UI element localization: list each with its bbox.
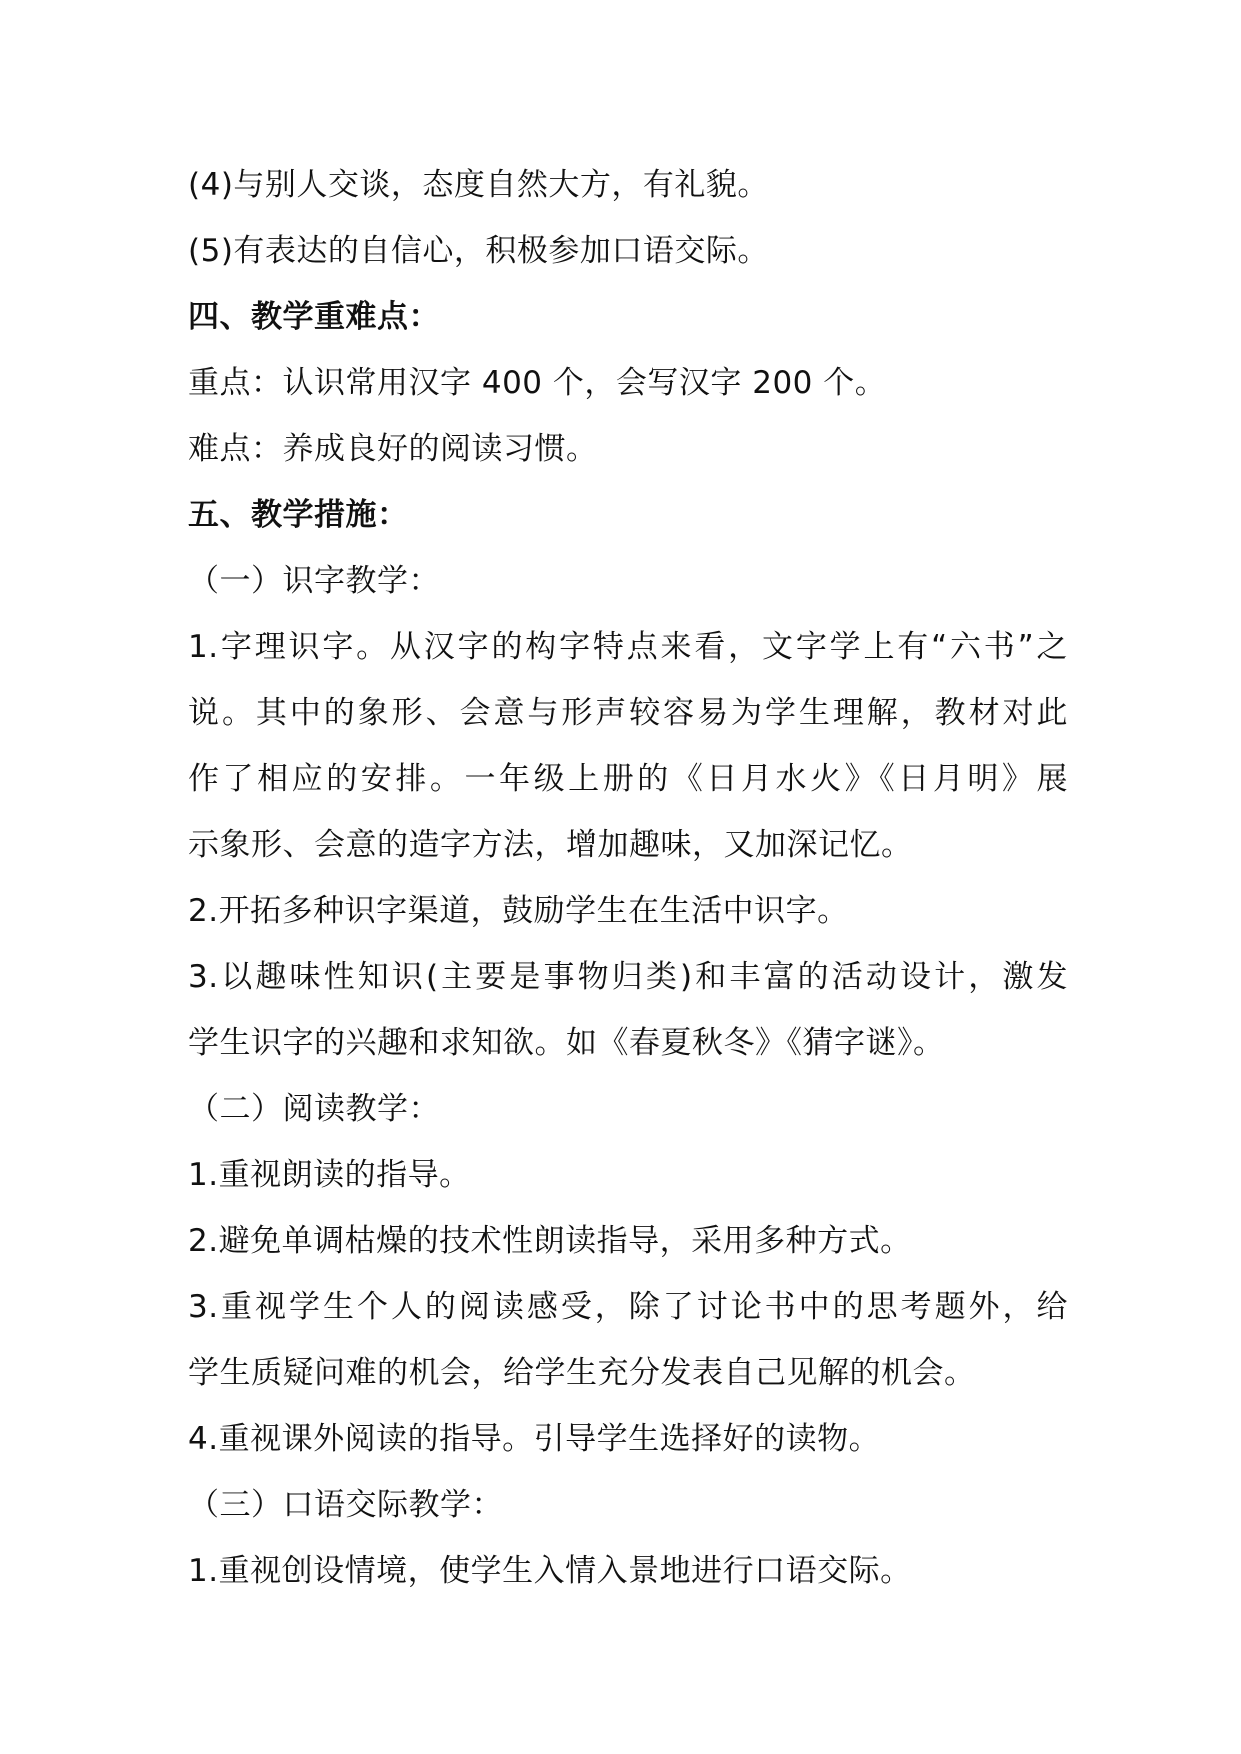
- paragraph-line: 1.重视创设情境，使学生入情入景地进行口语交际。: [188, 1553, 912, 1589]
- paragraph-line: 1.字理识字。从汉字的构字特点来看，文字学上有“六书”之: [188, 629, 1068, 665]
- section-heading-key-points: 四、教学重难点：: [188, 299, 440, 335]
- paragraph-line: 学生质疑问难的机会，给学生充分发表自己见解的机会。: [188, 1355, 976, 1391]
- subsection-heading-literacy: （一）识字教学：: [188, 563, 440, 599]
- paragraph-line: 2.避免单调枯燥的技术性朗读指导，采用多种方式。: [188, 1223, 912, 1259]
- paragraph-line: 2.开拓多种识字渠道，鼓励学生在生活中识字。: [188, 893, 849, 929]
- subsection-heading-oral: （三）口语交际教学：: [188, 1487, 503, 1523]
- subsection-heading-reading: （二）阅读教学：: [188, 1091, 440, 1127]
- section-heading-measures: 五、教学措施：: [188, 497, 409, 533]
- paragraph-line: 作了相应的安排。一年级上册的《日月水火》《日月明》展: [188, 761, 1068, 797]
- paragraph-line: 3.以趣味性知识(主要是事物归类)和丰富的活动设计，激发: [188, 959, 1068, 995]
- difficult-point-text: 难点：养成良好的阅读习惯。: [188, 431, 598, 467]
- paragraph-line: 示象形、会意的造字方法，增加趣味，又加深记忆。: [188, 827, 913, 863]
- paragraph-line: 说。其中的象形、会意与形声较容易为学生理解，教材对此: [188, 695, 1068, 731]
- paragraph-line: 4.重视课外阅读的指导。引导学生选择好的读物。: [188, 1421, 881, 1457]
- key-point-text: 重点：认识常用汉字 400 个，会写汉字 200 个。: [188, 365, 887, 401]
- goal-item-4: (4)与别人交谈，态度自然大方，有礼貌。: [188, 167, 769, 203]
- paragraph-line: 1.重视朗读的指导。: [188, 1157, 471, 1193]
- paragraph-line: 学生识字的兴趣和求知欲。如《春夏秋冬》《猜字谜》。: [188, 1025, 945, 1061]
- goal-item-5: (5)有表达的自信心，积极参加口语交际。: [188, 233, 769, 269]
- paragraph-line: 3.重视学生个人的阅读感受，除了讨论书中的思考题外，给: [188, 1289, 1068, 1325]
